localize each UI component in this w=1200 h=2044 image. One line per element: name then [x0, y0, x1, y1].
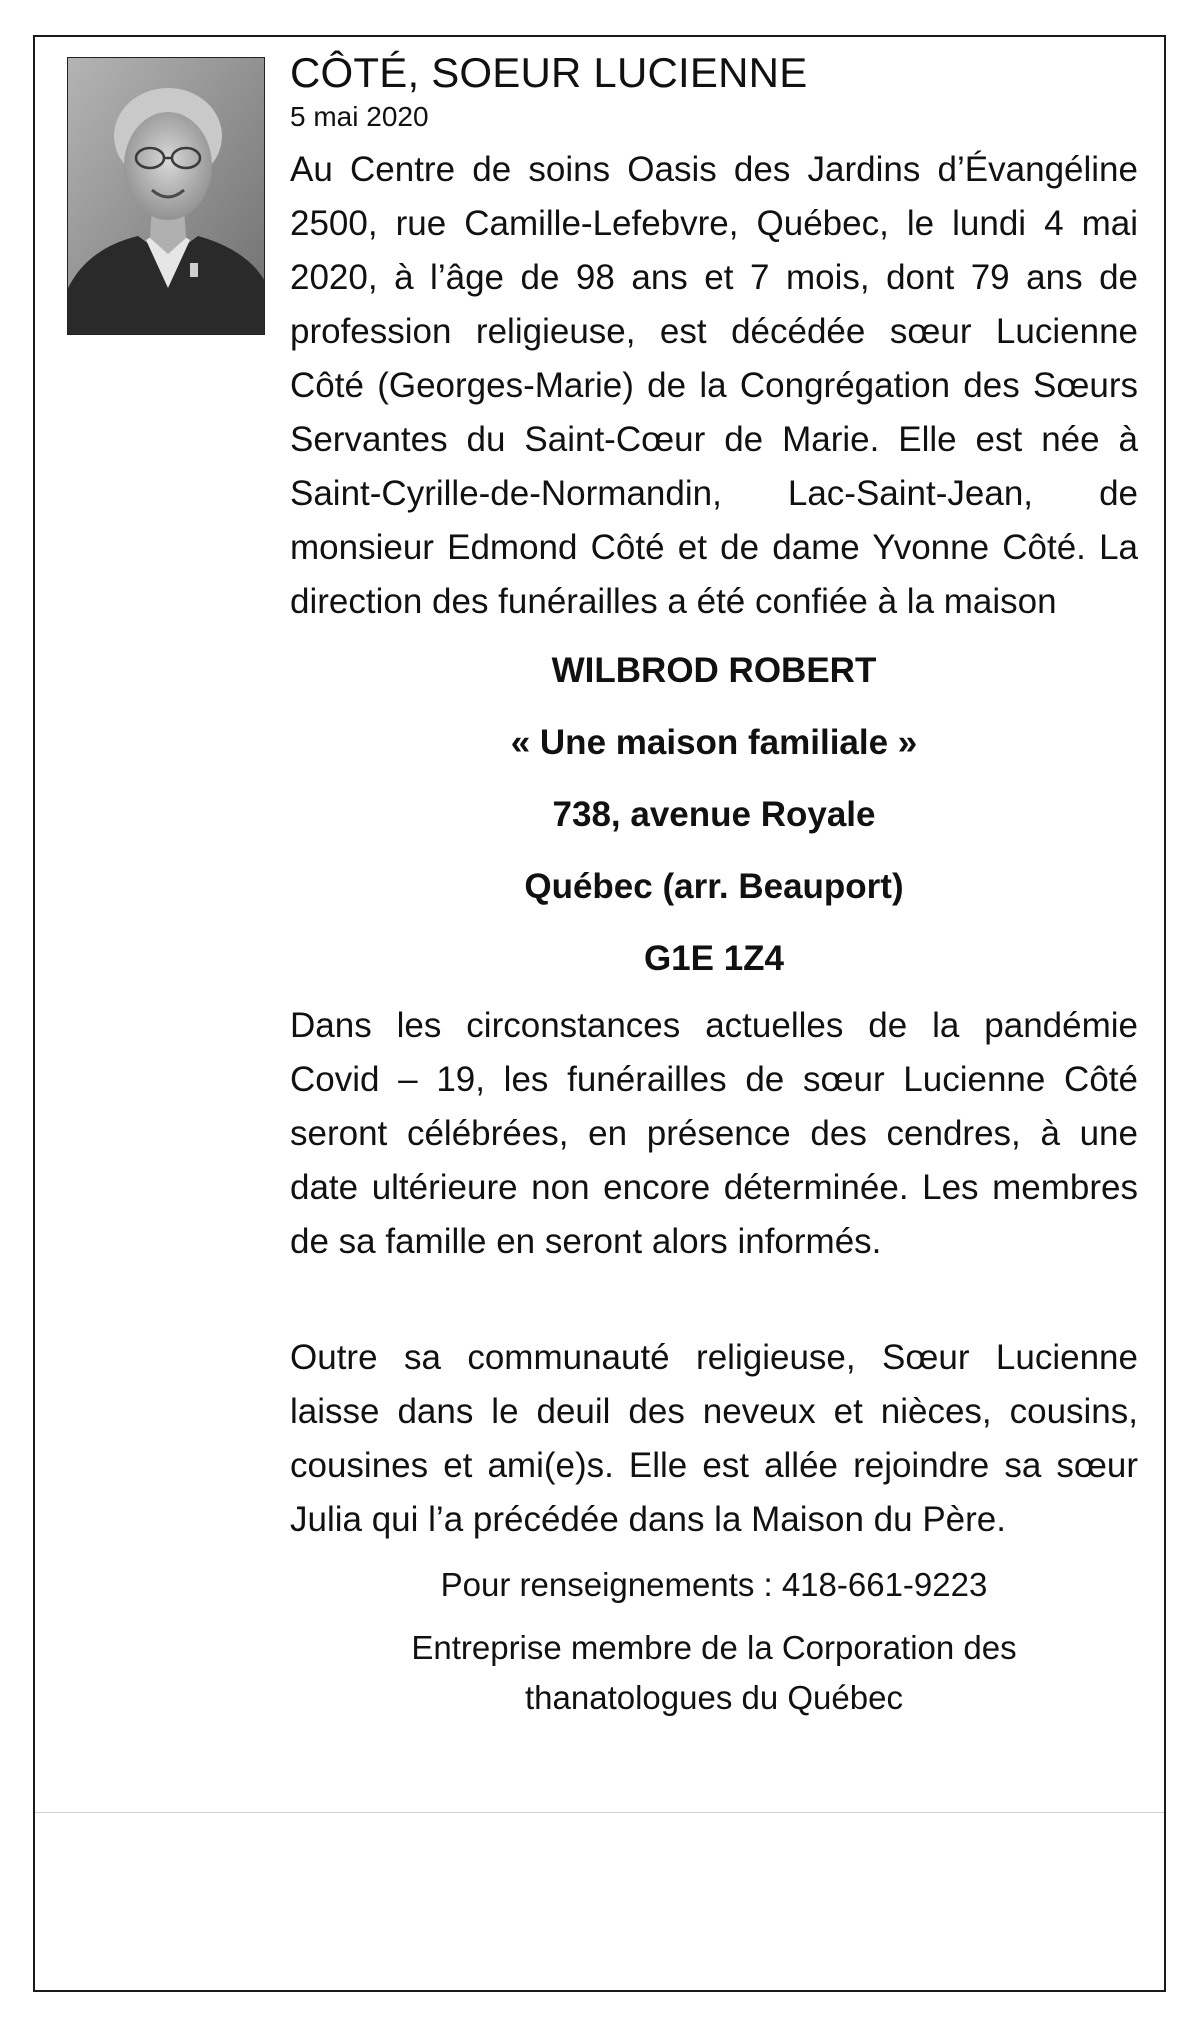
- funeral-home-address: 738, avenue Royale: [552, 795, 876, 834]
- divider-line: [35, 1812, 1164, 1813]
- covid-paragraph: Dans les circonstances actuelles de la pandémie Covid – 19, les funérailles de sœur Lucienne Côté seront célébrées, en présence des cendres, à une date ultérieure non encore déterminée. Les membres de sa famille en seront alors informés.: [290, 1006, 1138, 1261]
- corporation-line-1: Entreprise membre de la Corporation des: [411, 1629, 1017, 1666]
- obituary-frame: [33, 35, 1166, 1992]
- funeral-home-slogan: « Une maison familiale »: [510, 723, 918, 762]
- funeral-home-city: Québec (arr. Beauport): [524, 867, 904, 906]
- publication-date: 5 mai 2020: [290, 101, 429, 132]
- death-announcement-paragraph: Au Centre de soins Oasis des Jardins d’Évangéline 2500, rue Camille-Lefebvre, Québec, le lundi 4 mai 2020, à l’âge de 98 ans et 7 mois, dont 79 ans de profession religieuse, est décédée sœur Lucienne Côté (Georges-Marie) de la Congrégation des Sœurs Servantes du Saint-Cœur de Marie. Elle est née à Saint-Cyrille-de-Normandin, Lac-Saint-Jean, de monsieur Edmond Côté et de dame Yvonne Côté. La direction des funérailles a été confiée à la maison: [290, 150, 1138, 621]
- funeral-home-name: WILBROD ROBERT: [551, 651, 877, 690]
- deceased-name: CÔTÉ, SOEUR LUCIENNE: [290, 49, 808, 96]
- family-paragraph: Outre sa communauté religieuse, Sœur Lucienne laisse dans le deuil des neveux et nièces, cousins, cousines et ami(e)s. Elle est allée rejoindre sa sœur Julia qui l’a précédée dans la Maison du Père.: [290, 1338, 1138, 1539]
- obituary-content: [290, 47, 1138, 1723]
- funeral-home-postal-code: G1E 1Z4: [643, 939, 785, 978]
- portrait-image: [68, 58, 265, 335]
- corporation-statement: [290, 1623, 1138, 1723]
- funeral-home-block: [290, 635, 1138, 995]
- corporation-line-2: thanatologues du Québec: [525, 1679, 903, 1716]
- portrait-photo: [67, 57, 265, 335]
- info-phone-line: Pour renseignements : 418-661-9223: [440, 1566, 988, 1603]
